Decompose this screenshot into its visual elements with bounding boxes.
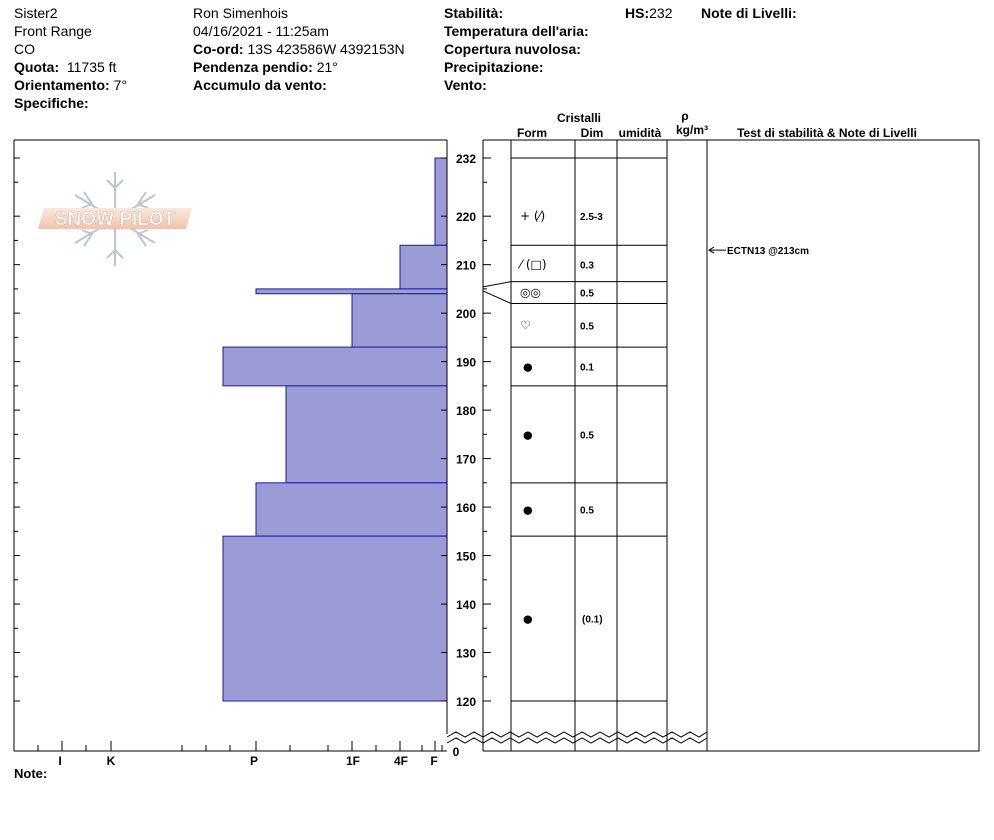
slope-value: 21° bbox=[316, 59, 338, 75]
form-header: Form bbox=[517, 126, 547, 140]
hardness-label-F: F bbox=[430, 754, 438, 768]
sky-label: Copertura nuvolosa: bbox=[444, 41, 581, 57]
hardness-bar-2 bbox=[400, 245, 447, 289]
hardness-bar-8 bbox=[223, 536, 447, 701]
depth-label-210: 210 bbox=[455, 258, 477, 273]
rho-header: ρ bbox=[681, 109, 689, 123]
column-headers bbox=[517, 109, 917, 140]
dim-header: Dim bbox=[580, 126, 604, 140]
crystal-dim-8: (0.1) bbox=[582, 614, 603, 626]
hardness-bar-3 bbox=[256, 289, 447, 294]
depth-label-140: 140 bbox=[455, 598, 477, 613]
density-unit-header: kg/m³ bbox=[675, 123, 709, 137]
notes-label: Note: bbox=[14, 766, 48, 781]
slope-label: Pendenza pendio: bbox=[193, 59, 313, 75]
depth-label-220: 220 bbox=[455, 210, 477, 225]
crystal-dim-2: 0.3 bbox=[580, 260, 594, 272]
site-name: Sister2 bbox=[14, 5, 58, 21]
wind-loading-label: Accumulo da vento: bbox=[193, 77, 327, 93]
depth-label-180: 180 bbox=[455, 404, 477, 419]
crystal-form-5: ● bbox=[523, 360, 533, 374]
depth-label-200: 200 bbox=[455, 307, 477, 322]
axis-break-zigzag bbox=[447, 732, 707, 743]
hardness-axis bbox=[38, 741, 442, 768]
thin-layer-connector bbox=[483, 282, 511, 304]
logo-text: SNOW PILOT bbox=[54, 209, 176, 230]
elevation-label: Quota: bbox=[14, 59, 60, 75]
hardness-label-K: K bbox=[106, 754, 116, 768]
hardness-bar-7 bbox=[256, 483, 447, 536]
crystal-dim-6: 0.5 bbox=[580, 430, 594, 442]
left-axis-ticks bbox=[14, 158, 20, 701]
hardness-bars bbox=[223, 158, 447, 701]
snowpilot-logo bbox=[38, 172, 192, 266]
tests-panel bbox=[707, 140, 979, 751]
crystal-form-3: ◎◎ bbox=[520, 285, 541, 300]
crystal-form-6: ● bbox=[523, 428, 533, 442]
coord-value: 13S 423586W 4392153N bbox=[247, 41, 405, 57]
state-name: CO bbox=[14, 41, 35, 57]
depth-label-160: 160 bbox=[455, 501, 477, 516]
hardness-bar-1 bbox=[435, 158, 447, 245]
observation-datetime: 04/16/2021 - 11:25am bbox=[193, 23, 329, 39]
hardness-bar-4 bbox=[352, 294, 447, 347]
crystal-form-8: ● bbox=[523, 612, 533, 626]
crystal-form-2: ⁄ (□) bbox=[520, 257, 547, 272]
aspect-label: Orientamento: bbox=[14, 77, 110, 93]
crystal-dim-1: 2.5-3 bbox=[580, 212, 603, 224]
crystal-dim-3: 0.5 bbox=[580, 288, 594, 300]
range-name: Front Range bbox=[14, 23, 92, 39]
coord-label: Co-ord: bbox=[193, 41, 244, 57]
precip-label: Precipitazione: bbox=[444, 59, 544, 75]
depth-label-120: 120 bbox=[455, 695, 477, 709]
hardness-label-4F: 4F bbox=[393, 754, 409, 768]
stability-tests bbox=[709, 246, 809, 257]
air-temp-label: Temperatura dell'aria: bbox=[444, 23, 589, 39]
hs-label: HS: bbox=[625, 5, 650, 21]
crystal-form-1: + (⁄) bbox=[520, 209, 546, 224]
elevation-value: 11735 ft bbox=[66, 59, 117, 75]
hardness-bar-5 bbox=[223, 347, 447, 386]
observer-name: Ron Simenhois bbox=[193, 5, 288, 21]
hardness-bar-6 bbox=[286, 386, 447, 483]
hardness-label-P: P bbox=[249, 754, 259, 768]
depth-label-232: 232 bbox=[455, 152, 477, 166]
hardness-label-1F: 1F bbox=[345, 754, 361, 768]
crystal-dim-5: 0.1 bbox=[580, 362, 594, 374]
crystals-header: Cristalli bbox=[556, 111, 602, 125]
tests-header: Test di stabilità & Note di Livelli bbox=[737, 126, 917, 140]
crystal-dim-7: 0.5 bbox=[580, 505, 594, 517]
crystal-dim-4: 0.5 bbox=[580, 321, 594, 333]
wind-label: Vento: bbox=[444, 77, 487, 93]
moisture-header: umidità bbox=[618, 126, 662, 140]
depth-label-170: 170 bbox=[455, 452, 477, 467]
depth-label-190: 190 bbox=[455, 355, 477, 370]
depth-label-150: 150 bbox=[455, 549, 477, 564]
crystal-form-7: ● bbox=[523, 503, 533, 517]
depth-label-130: 130 bbox=[455, 646, 477, 661]
aspect-value: 7° bbox=[113, 77, 127, 93]
hardness-label-I: I bbox=[58, 754, 62, 768]
stability-label: Stabilità: bbox=[444, 5, 504, 21]
specifics-label: Specifiche: bbox=[14, 95, 89, 111]
hs-value: 232 bbox=[649, 5, 673, 21]
layer-notes-label: Note di Livelli: bbox=[701, 5, 797, 21]
test-annotation-1: ECTN13 @213cm bbox=[727, 246, 810, 258]
crystal-form-4: ♡ bbox=[520, 318, 531, 333]
depth-zero-label: 0 bbox=[452, 745, 460, 759]
